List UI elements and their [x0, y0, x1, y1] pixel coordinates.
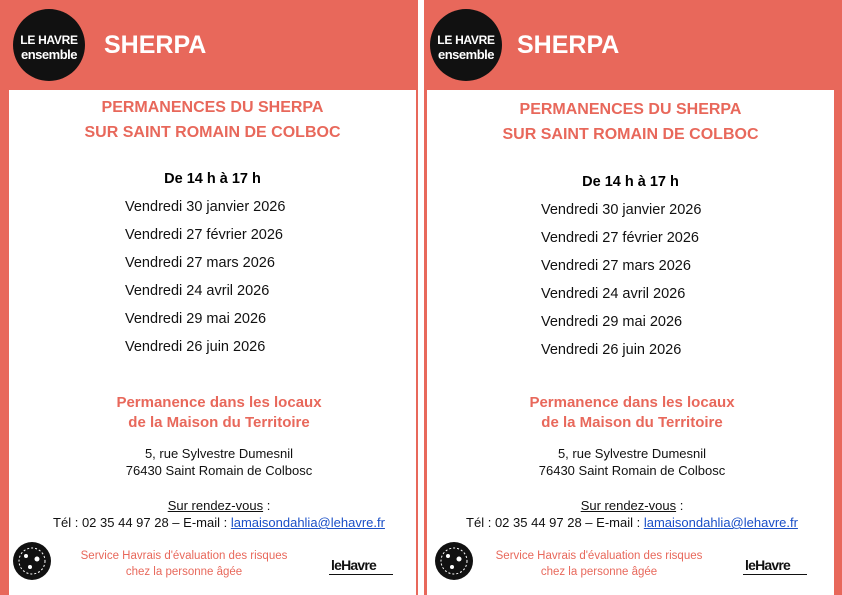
header [0, 0, 418, 90]
flyer-left [0, 0, 418, 595]
address-line1: 5, rue Sylvestre Dumesnil [144, 446, 294, 461]
date-item: Vendredi 24 avril 2026 [541, 286, 686, 302]
dates-list [125, 198, 285, 366]
flyer-card [427, 90, 834, 595]
date-item: Vendredi 24 avril 2026 [125, 283, 270, 299]
address-line2: 76430 Saint Romain de Colbosc [538, 463, 726, 478]
date-item: Vendredi 27 février 2026 [541, 230, 699, 246]
date-item: Vendredi 29 mai 2026 [125, 311, 267, 327]
flyer-right [424, 0, 842, 595]
service-line2: chez la personne âgée [540, 566, 658, 578]
service-text [69, 548, 299, 580]
brand-title: SHERPA [104, 31, 207, 59]
address-line2: 76430 Saint Romain de Colbosc [125, 463, 313, 478]
rdv-colon: : [676, 498, 684, 513]
hours: De 14 h à 17 h [164, 171, 261, 187]
title-line1: PERMANENCES DU SHERPA [519, 101, 742, 118]
header [424, 0, 842, 90]
email-link[interactable]: lamaisondahlia@lehavre.fr [230, 515, 385, 530]
hours: De 14 h à 17 h [582, 174, 679, 190]
date-item: Vendredi 26 juin 2026 [541, 342, 682, 358]
logo-line2: ensemble [21, 47, 77, 62]
le-havre-ensemble-logo [430, 9, 502, 81]
rdv [9, 498, 429, 513]
address-line1: 5, rue Sylvestre Dumesnil [557, 446, 707, 461]
rdv-colon: : [263, 498, 271, 513]
date-item: Vendredi 26 juin 2026 [125, 339, 266, 355]
seal-logo [434, 541, 474, 581]
rdv-label: Sur rendez-vous [580, 498, 677, 513]
date-item: Vendredi 29 mai 2026 [541, 314, 683, 330]
contact-line [9, 515, 429, 530]
lehavre-logo [743, 557, 809, 575]
flyer-card [9, 90, 416, 595]
dates-list [541, 201, 701, 369]
date-item: Vendredi 27 mars 2026 [541, 258, 691, 274]
date-item: Vendredi 30 janvier 2026 [541, 202, 702, 218]
title-line1: PERMANENCES DU SHERPA [101, 99, 324, 116]
contact-line [427, 515, 837, 530]
email-link[interactable]: lamaisondahlia@lehavre.fr [643, 515, 798, 530]
location-line2: de la Maison du Territoire [128, 414, 310, 431]
logo-line2: ensemble [438, 47, 494, 62]
date-item: Vendredi 30 janvier 2026 [125, 199, 286, 215]
service-line1: Service Havrais d'évaluation des risques [495, 550, 703, 562]
tel-text: Tél : 02 35 44 97 28 – E-mail : [466, 515, 644, 530]
lehavre-text: leHavre [331, 557, 376, 573]
date-item: Vendredi 27 mars 2026 [125, 255, 275, 271]
lehavre-text: leHavre [745, 557, 790, 573]
tel-text: Tél : 02 35 44 97 28 – E-mail : [53, 515, 231, 530]
logo-line1: LE HAVRE [437, 33, 495, 47]
location-line1: Permanence dans les locaux [529, 394, 735, 411]
location-line1: Permanence dans les locaux [116, 394, 322, 411]
service-text [484, 548, 714, 580]
brand-title: SHERPA [517, 31, 620, 59]
rdv [427, 498, 837, 513]
seal-logo [12, 541, 52, 581]
service-line2: chez la personne âgée [125, 566, 243, 578]
logo-line1: LE HAVRE [20, 33, 78, 47]
title-line2: SUR SAINT ROMAIN DE COLBOC [84, 124, 341, 141]
location-line2: de la Maison du Territoire [541, 414, 723, 431]
rdv-label: Sur rendez-vous [167, 498, 264, 513]
date-item: Vendredi 27 février 2026 [125, 227, 283, 243]
service-line1: Service Havrais d'évaluation des risques [80, 550, 288, 562]
le-havre-ensemble-logo [13, 9, 85, 81]
lehavre-logo [329, 557, 395, 575]
title-line2: SUR SAINT ROMAIN DE COLBOC [502, 126, 759, 143]
